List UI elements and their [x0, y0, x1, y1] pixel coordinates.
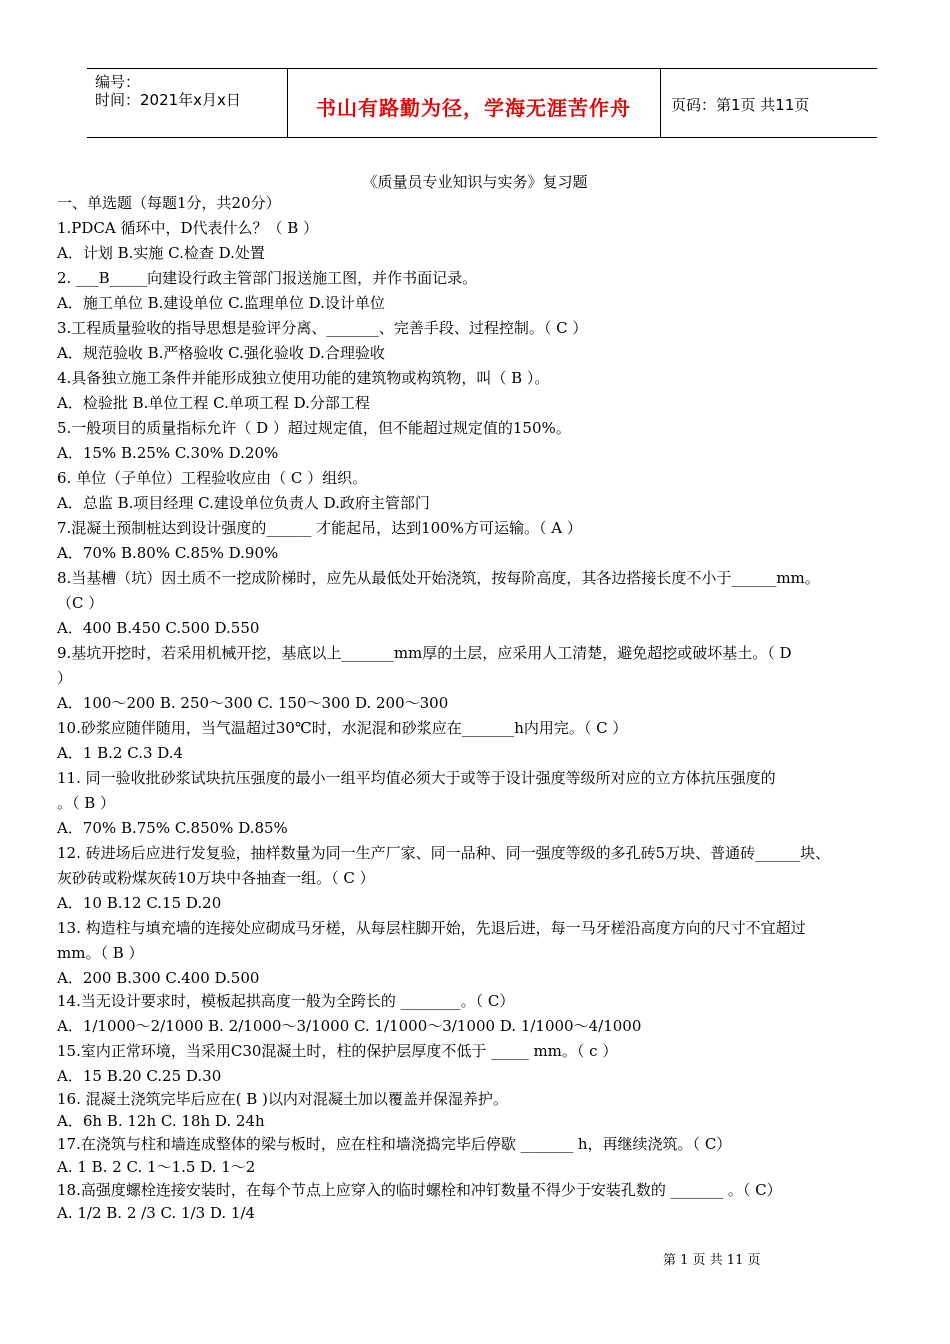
text-line: 灰砂砖或粉煤灰砖10万块中各抽查一组。（ C ） — [57, 869, 375, 887]
text-line: A．检验批 B.单位工程 C.单项工程 D.分部工程 — [57, 394, 370, 412]
text-line: A．施工单位 B.建设单位 C.监理单位 D.设计单位 — [57, 294, 385, 312]
text-line: 7.混凝土预制桩达到设计强度的______ 才能起吊，达到100%方可运输。（ A ） — [57, 519, 582, 537]
time-label: 时间：2021年x月x日 — [95, 91, 241, 109]
document-title: 《质量员专业知识与实务》复习题 — [362, 173, 588, 191]
text-line: A．1 B.2 C.3 D.4 — [57, 744, 184, 762]
text-line: 14.当无设计要求时，模板起拱高度一般为全跨长的 ________。（ C） — [57, 992, 515, 1010]
header-info-cell — [87, 69, 288, 137]
text-line: 13. 构造柱与填充墙的连接处应砌成马牙槎，从每层柱脚开始，先退后进，每一马牙槎沿高度方向的尺寸不宜超过 — [57, 919, 806, 937]
text-line: 12. 砖进场后应进行发复验，抽样数量为同一生产厂家、同一品种、同一强度等级的多孔砖5万块、普通砖______块、 — [57, 844, 831, 862]
page-label: 页码：第1页 共11页 — [671, 96, 810, 114]
text-line: 15.室内正常环境，当采用C30混凝土时，柱的保护层厚度不低于 _____ mm。（ c ） — [57, 1042, 618, 1060]
text-line: A．总监 B.项目经理 C.建设单位负责人 D.政府主管部门 — [57, 494, 430, 512]
text-line: A．6h B. 12h C. 18h D. 24h — [57, 1112, 265, 1130]
text-line: mm。（ B ） — [57, 944, 144, 962]
text-line: 。（ B ） — [57, 794, 116, 812]
header-motto-cell — [287, 69, 661, 137]
text-line: （C ） — [57, 594, 104, 612]
text-line: A．70% B.75% C.850% D.85% — [57, 819, 288, 837]
text-line: 16. 混凝土浇筑完毕后应在( B )以内对混凝土加以覆盖并保湿养护。 — [57, 1090, 508, 1108]
text-line: A．15% B.25% C.30% D.20% — [57, 444, 279, 462]
text-line: 5.一般项目的质量指标允许（ D ）超过规定值，但不能超过规定值的150%。 — [57, 419, 571, 437]
text-line: 9.基坑开挖时，若采用机械开挖，基底以上_______mm厚的土层，应采用人工清楚，避免超挖或破坏基土。（ D — [57, 644, 792, 662]
text-line: A．400 B.450 C.500 D.550 — [57, 619, 260, 637]
text-line: A. 1 B. 2 C. 1～1.5 D. 1～2 — [57, 1158, 256, 1176]
text-line: A. 1/2 B. 2 /3 C. 1/3 D. 1/4 — [57, 1204, 256, 1222]
number-label: 编号： — [95, 73, 141, 91]
motto: 书山有路勤为径，学海无涯苦作舟 — [316, 96, 631, 120]
text-line: A．计划 B.实施 C.检查 D.处置 — [57, 244, 265, 262]
text-line: 3.工程质量验收的指导思想是验评分离、_______、完善手段、过程控制。（ C ） — [57, 319, 588, 337]
text-line: 8.当基槽（坑）因土质不一挖成阶梯时，应先从最低处开始浇筑，按每阶高度，其各边搭接长度不小于______mm。 — [57, 569, 820, 587]
text-line: A．15 B.20 C.25 D.30 — [57, 1067, 222, 1085]
text-line: A．1/1000～2/1000 B. 2/1000～3/1000 C. 1/1000～3/1000 D. 1/1000～4/1000 — [57, 1017, 642, 1035]
text-line: A．100～200 B. 250～300 C. 150～300 D. 200～300 — [57, 694, 449, 712]
text-line: 4.具备独立施工条件并能形成独立使用功能的建筑物或构筑物，叫（ B ）。 — [57, 369, 550, 387]
text-line: 11. 同一验收批砂浆试块抗压强度的最小一组平均值必须大于或等于设计强度等级所对应的立方体抗压强度的 — [57, 769, 776, 787]
text-line: A．70% B.80% C.85% D.90% — [57, 544, 279, 562]
page-footer: 第 1 页 共 11 页 — [663, 1253, 761, 1268]
text-line: ） — [57, 669, 73, 687]
text-line: 一、单选题（每题1分，共20分） — [57, 194, 281, 212]
text-line: 17.在浇筑与柱和墙连成整体的梁与板时，应在柱和墙浇捣完毕后停歇 _______ h，再继续浇筑。（ C） — [57, 1135, 732, 1153]
text-line: A．规范验收 B.严格验收 C.强化验收 D.合理验收 — [57, 344, 385, 362]
text-line: 10.砂浆应随伴随用，当气温超过30℃时，水泥混和砂浆应在_______h内用完。（ C ） — [57, 719, 628, 737]
text-line: 18.高强度螺栓连接安装时，在每个节点上应穿入的临时螺栓和冲钉数量不得少于安装孔数的 _______ 。（ C） — [57, 1181, 782, 1199]
text-line: 2. ___B_____向建设行政主管部门报送施工图，并作书面记录。 — [57, 269, 478, 287]
page-header — [87, 68, 877, 138]
text-line: 6. 单位（子单位）工程验收应由（ C ）组织。 — [57, 469, 368, 487]
text-line: A．10 B.12 C.15 D.20 — [57, 894, 222, 912]
header-page-cell — [661, 69, 877, 137]
text-line: A．200 B.300 C.400 D.500 — [57, 969, 260, 987]
text-line: 1.PDCA 循环中，D代表什么？（ B ） — [57, 219, 319, 237]
